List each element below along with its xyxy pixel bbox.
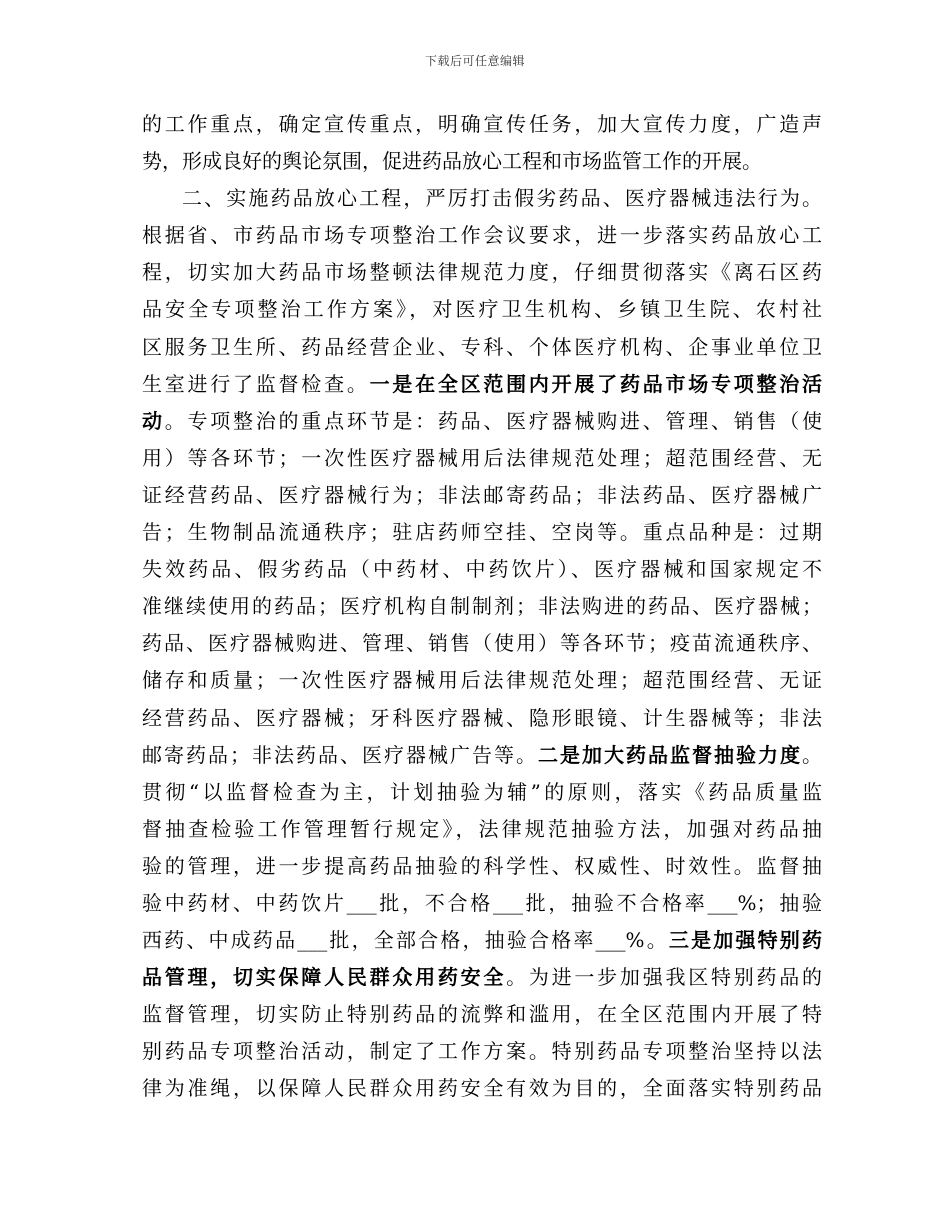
- text-line: [142, 996, 822, 1033]
- text-line: [142, 180, 822, 217]
- text-segment: 验的管理，进一步提高药品抽验的科学性、权威性、时效性。监督抽: [142, 853, 822, 878]
- text-line: [142, 254, 822, 291]
- text-line: [142, 922, 822, 959]
- text-segment: 失效药品、假劣药品（中药材、中药饮片）、医疗器械和国家规定不: [142, 557, 822, 582]
- text-line: [142, 366, 822, 403]
- text-line: [142, 1033, 822, 1070]
- text-segment: 经营药品、医疗器械；牙科医疗器械、隐形眼镜、计生器械等；非法: [142, 705, 822, 730]
- text-segment: 准继续使用的药品；医疗机构自制制剂；非法购进的药品、医疗器械；: [142, 594, 822, 619]
- text-line: [142, 143, 822, 180]
- page-header: 下载后可任意编辑: [424, 54, 525, 68]
- text-segment: 西药、中成药品___批，全部合格，抽验合格率___%。: [142, 928, 669, 953]
- text-line: [142, 848, 822, 885]
- text-line: [142, 625, 822, 662]
- text-line: [142, 217, 822, 254]
- text-line: [142, 959, 822, 996]
- text-segment: 证经营药品、医疗器械行为；非法邮寄药品；非法药品、医疗器械广: [142, 482, 822, 507]
- text-line: [142, 700, 822, 737]
- text-segment: 律为准绳，以保障人民群众用药安全有效为目的，全面落实特别药品: [142, 1076, 822, 1101]
- text-segment: 。为进一步加强我区特别药品的: [506, 965, 822, 990]
- text-segment: 督抽查检验工作管理暂行规定》，法律规范抽验方法，加强对药品抽: [142, 816, 822, 841]
- text-line: [142, 811, 822, 848]
- bold-text-segment: 品管理，切实保障人民群众用药安全: [142, 965, 507, 990]
- text-segment: 别药品专项整治活动，制定了工作方案。特别药品专项整治坚持以法: [142, 1039, 822, 1064]
- text-line: [142, 477, 822, 514]
- text-segment: 二、实施药品放心工程，严厉打击假劣药品、医疗器械违法行为。: [182, 186, 822, 211]
- text-segment: 储存和质量；一次性医疗器械用后法律规范处理；超范围经营、无证: [142, 668, 822, 693]
- text-line: [142, 588, 822, 625]
- text-segment: 生室进行了监督检查。: [142, 371, 370, 396]
- text-line: [142, 737, 822, 774]
- text-line: [142, 551, 822, 588]
- document-body: [142, 106, 822, 1108]
- text-segment: 验中药材、中药饮片___批，不合格___批，抽验不合格率___%；抽验: [142, 890, 822, 915]
- text-segment: 告；生物制品流通秩序；驻店药师空挂、空岗等。重点品种是：过期: [142, 520, 822, 545]
- text-segment: 程，切实加大药品市场整顿法律规范力度，仔细贯彻落实《离石区药: [142, 260, 822, 285]
- text-line: [142, 440, 822, 477]
- text-segment: 用）等各环节；一次性医疗器械用后法律规范处理；超范围经营、无: [142, 445, 822, 470]
- bold-text-segment: 一是在全区范围内开展了药品市场专项整治活: [369, 371, 822, 396]
- text-segment: 的工作重点，确定宣传重点，明确宣传任务，加大宣传力度，广造声: [142, 112, 822, 136]
- text-line: [142, 106, 822, 143]
- text-line: [142, 885, 822, 922]
- text-line: [142, 1070, 822, 1107]
- text-line: [142, 291, 822, 328]
- text-segment: 区服务卫生所、药品经营企业、专科、个体医疗机构、企事业单位卫: [142, 334, 822, 359]
- text-segment: 药品、医疗器械购进、管理、销售（使用）等各环节；疫苗流通秩序、: [142, 631, 822, 656]
- text-segment: 。专项整治的重点环节是：药品、医疗器械购进、管理、销售（使: [164, 408, 822, 433]
- text-line: [142, 514, 822, 551]
- text-segment: 邮寄药品；非法药品、医疗器械广告等。: [142, 742, 538, 767]
- text-line: [142, 403, 822, 440]
- text-line: [142, 662, 822, 699]
- text-segment: 贯彻“以监督检查为主，计划抽验为辅”的原则，落实《药品质量监: [142, 779, 822, 804]
- text-segment: 品安全专项整治工作方案》，对医疗卫生机构、乡镇卫生院、农村社: [142, 297, 822, 322]
- bold-text-segment: 二是加大药品监督抽验力度: [538, 742, 802, 767]
- bold-text-segment: 动: [142, 408, 165, 433]
- text-segment: 根据省、市药品市场专项整治工作会议要求，进一步落实药品放心工: [142, 223, 822, 248]
- text-segment: 。: [802, 742, 822, 767]
- text-segment: 监督管理，切实防止特别药品的流弊和滥用，在全区范围内开展了特: [142, 1002, 822, 1027]
- text-segment: 势，形成良好的舆论氛围，促进药品放心工程和市场监管工作的开展。: [142, 149, 762, 174]
- text-line: [142, 329, 822, 366]
- bold-text-segment: 三是加强特别药: [668, 928, 822, 953]
- text-line: [142, 774, 822, 811]
